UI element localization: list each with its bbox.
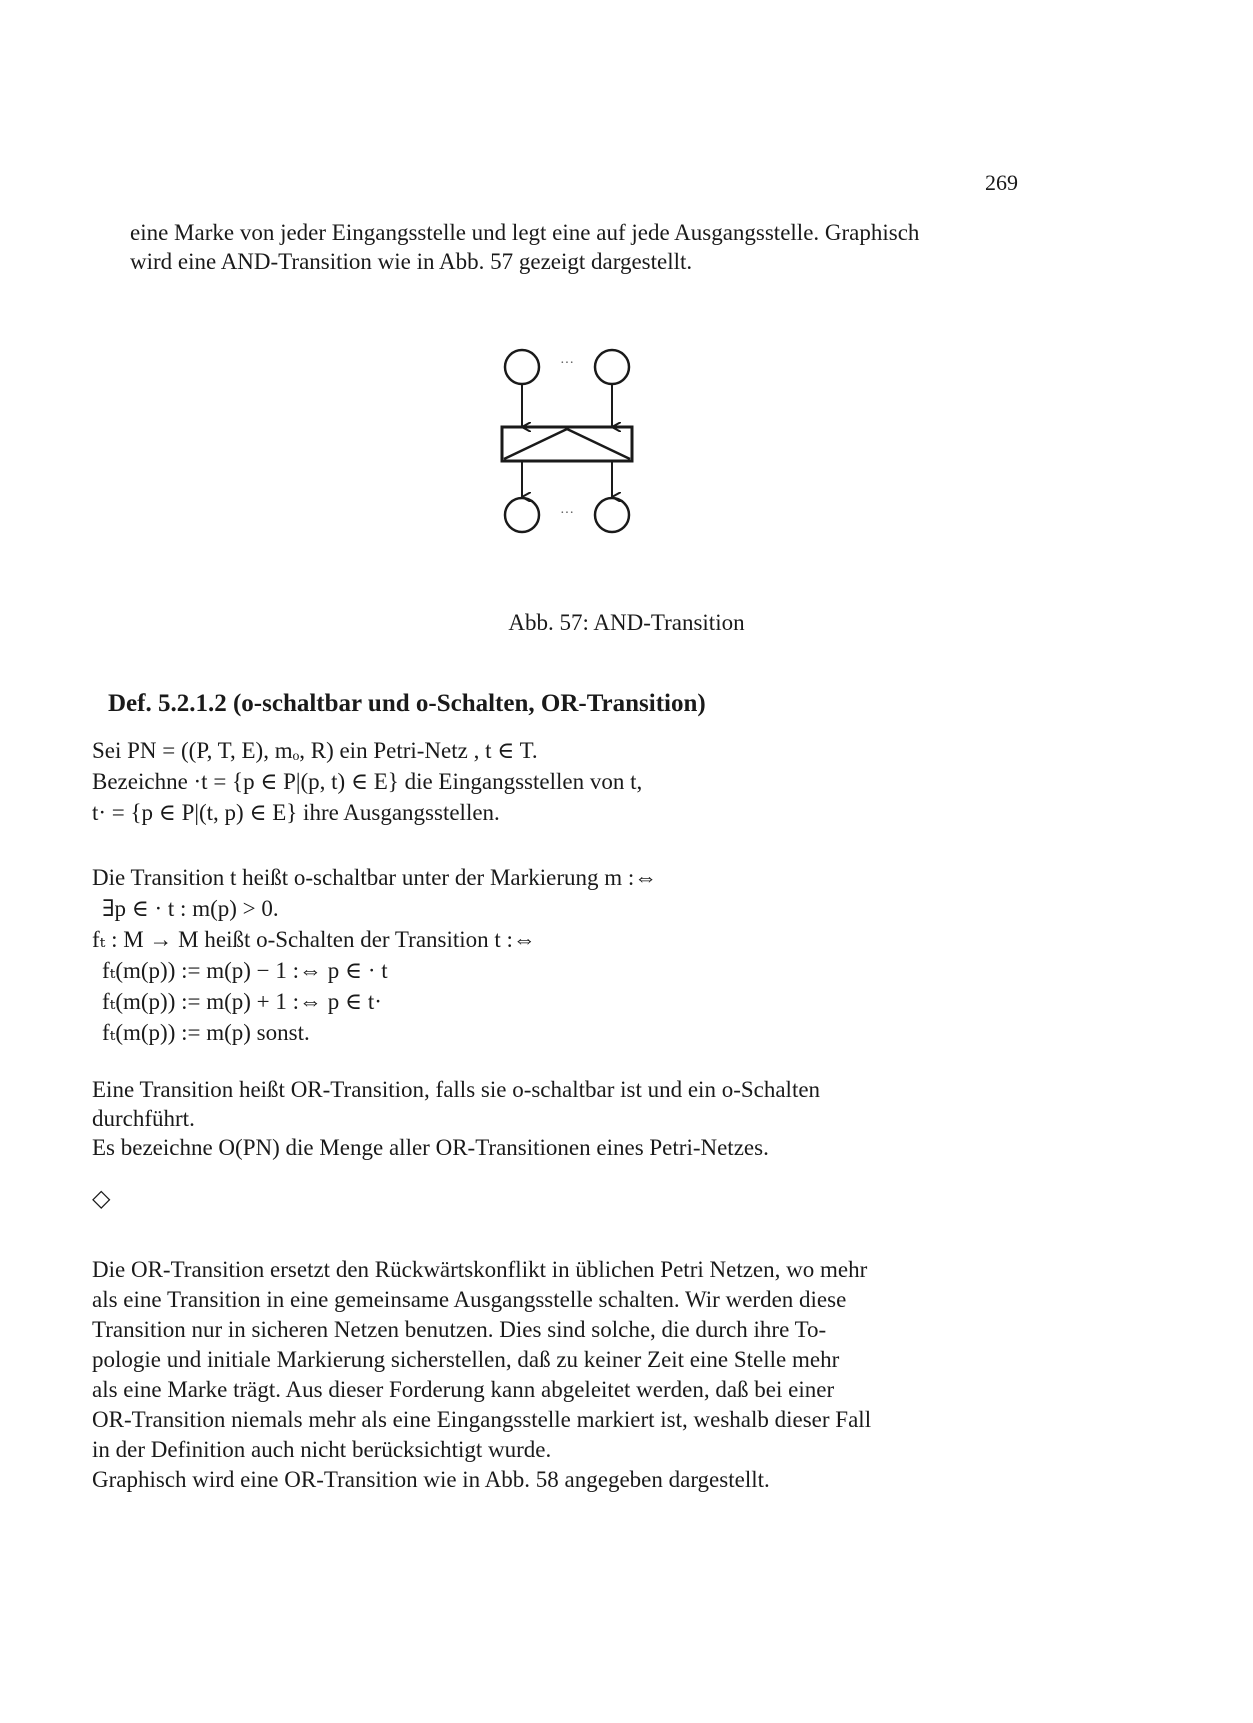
condition-line: ∃p ∈ · t : m(p) > 0. — [102, 896, 279, 921]
condition-line: fₜ(m(p)) := m(p) + 1 :⇔ p ∈ t· — [102, 989, 382, 1014]
or-def-line: durchführt. — [92, 1106, 195, 1131]
body-paragraph — [92, 1255, 1032, 1495]
body-line: OR-Transition niemals mehr als eine Eingangsstelle markiert ist, weshalb dieser Fall — [92, 1407, 872, 1432]
and-transition-figure — [480, 345, 650, 555]
body-line: als eine Transition in eine gemeinsame Ausgangsstelle schalten. Wir werden diese — [92, 1287, 847, 1312]
transition-box — [502, 427, 632, 461]
body-line: Transition nur in sicheren Netzen benutzen. Dies sind solche, die durch ihre To- — [92, 1317, 827, 1342]
input-place-right — [595, 350, 629, 384]
ellipsis-top: ··· — [560, 356, 574, 371]
output-place-right — [595, 498, 629, 532]
and-transition-diagram — [480, 345, 650, 555]
ellipsis-bottom: ··· — [560, 506, 574, 521]
definition-line: Bezeichne ·t = {p ∈ P|(p, t) ∈ E} die Eingangsstellen von t, — [92, 769, 643, 794]
definition-body — [92, 735, 1022, 828]
intro-line-1: eine Marke von jeder Eingangsstelle und legt eine auf jede Ausgangsstelle. Graphisch — [130, 220, 920, 245]
condition-line: fₜ(m(p)) := m(p) sonst. — [102, 1020, 310, 1045]
conditions-block — [92, 862, 1022, 1048]
output-place-left — [505, 498, 539, 532]
definition-line: Sei PN = ((P, T, E), mₒ, R) ein Petri-Netz , t ∈ T. — [92, 738, 538, 763]
condition-line: Die Transition t heißt o-schaltbar unter der Markierung m :⇔ — [92, 865, 658, 890]
condition-line: fₜ : M → M heißt o-Schalten der Transition t :⇔ — [92, 927, 536, 952]
input-place-left — [505, 350, 539, 384]
body-line: pologie und initiale Markierung sicherstellen, daß zu keiner Zeit eine Stelle mehr — [92, 1347, 840, 1372]
body-line: Graphisch wird eine OR-Transition wie in Abb. 58 angegeben dargestellt. — [92, 1467, 770, 1492]
and-symbol — [504, 429, 630, 459]
intro-line-2: wird eine AND-Transition wie in Abb. 57 gezeigt dargestellt. — [130, 249, 693, 274]
definition-line: t· = {p ∈ P|(t, p) ∈ E} ihre Ausgangsstellen. — [92, 800, 500, 825]
body-line: Die OR-Transition ersetzt den Rückwärtskonflikt in üblichen Petri Netzen, wo mehr — [92, 1257, 868, 1282]
definition-title: Def. 5.2.1.2 (o-schaltbar und o-Schalten, OR-Transition) — [108, 690, 706, 717]
or-def-line: Es bezeichne O(PN) die Menge aller OR-Transitionen eines Petri-Netzes. — [92, 1135, 769, 1160]
body-line: als eine Marke trägt. Aus dieser Forderung kann abgeleitet werden, daß bei einer — [92, 1377, 835, 1402]
intro-paragraph — [130, 218, 1030, 276]
or-def-line: Eine Transition heißt OR-Transition, falls sie o-schaltbar ist und ein o-Schalten — [92, 1077, 821, 1102]
page-number: 269 — [985, 170, 1018, 195]
or-transition-definition — [92, 1075, 1032, 1162]
body-line: in der Definition auch nicht berücksichtigt wurde. — [92, 1437, 552, 1462]
figure-caption: Abb. 57: AND-Transition — [508, 610, 745, 635]
end-of-definition-marker: ◇ — [92, 1186, 111, 1212]
condition-line: fₜ(m(p)) := m(p) − 1 :⇔ p ∈ · t — [102, 958, 388, 983]
